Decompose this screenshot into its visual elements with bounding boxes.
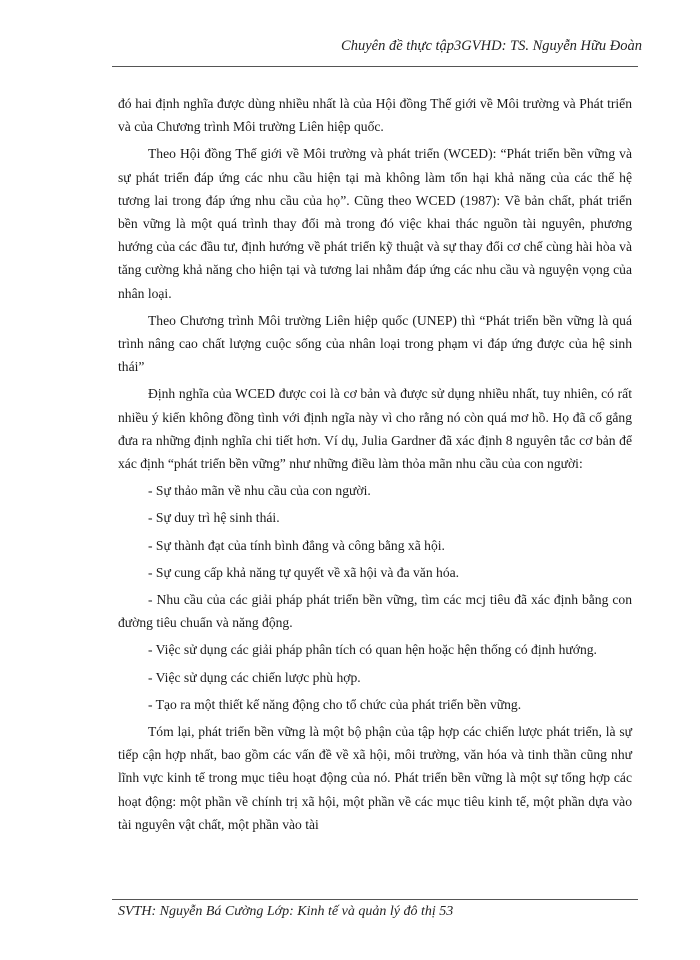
list-item: - Việc sử dụng các chiến lược phù hợp. xyxy=(148,669,361,685)
paragraph: Theo Hội đồng Thế giới về Môi trường và phát triển (WCED): “Phát triển bền vững và sự phát triển đáp ứng các nhu cầu hiện tại mà không làm tổn hại khả năng của các thế hệ tương lai trong đáp ứng nhu cầu của họ”. Cũng theo WCED (1987): Về bản chất, phát triển bền vững là một quá trình thay đổi mà trong đó việc khai thác nguồn tài nguyên, phương hướng của các đầu tư, định hướng về phát triển kỹ thuật và sự thay đổi cơ chế cùng hài hòa và tăng cường khả năng cho hiện tại và tương lai nhằm đáp ứng các nhu cầu và nguyện vọng của nhân loại. xyxy=(118,146,632,301)
list-item: - Sự thành đạt của tính bình đẳng và công bằng xã hội. xyxy=(148,537,445,553)
list-item: - Sự duy trì hệ sinh thái. xyxy=(148,510,280,526)
list-item: - Nhu cầu của các giải pháp phát triển bền vững, tìm các mcj tiêu đã xác định bằng con đường tiêu chuẩn và năng động. xyxy=(118,592,632,631)
page-footer: SVTH: Nguyễn Bá Cường Lớp: Kinh tế và quản lý đô thị 53 xyxy=(118,904,454,919)
header-divider xyxy=(112,66,638,67)
footer-divider xyxy=(112,899,638,900)
list-item: - Sự cung cấp khả năng tự quyết về xã hội và đa văn hóa. xyxy=(148,564,460,580)
paragraph: Định nghĩa của WCED được coi là cơ bản và được sử dụng nhiều nhất, tuy nhiên, có rất nhiều ý kiến không đồng tình với định ngĩa này vì cho rằng nó còn quá mơ hồ. Họ đã cố gắng đưa ra những định nghĩa chi tiết hơn. Ví dụ, Julia Gardner đã xác định 8 nguyên tắc cơ bản để xác định “phát triển bền vững” như những điều làm thỏa mãn nhu cầu của con người: xyxy=(118,386,632,472)
page-header: Chuyên đề thực tập3GVHD: TS. Nguyễn Hữu Đoàn xyxy=(341,38,642,54)
paragraph: Theo Chương trình Môi trường Liên hiệp quốc (UNEP) thì “Phát triển bền vững là quá trình nâng cao chất lượng cuộc sống của nhân loại trong phạm vi đáp ứng được của hệ sinh thái” xyxy=(118,312,632,375)
paragraph: đó hai định nghĩa được dùng nhiều nhất là của Hội đồng Thế giới về Môi trường và Phát triển và của Chương trình Môi trường Liên hiệp quốc. xyxy=(118,96,632,135)
list-item: - Sự thảo mãn về nhu cầu của con người. xyxy=(148,483,371,499)
list-item: - Việc sử dụng các giải pháp phân tích có quan hện hoặc hện thống có định hướng. xyxy=(148,642,597,658)
paragraph: Tóm lại, phát triển bền vững là một bộ phận của tập hợp các chiến lược phát triển, là sự tiếp cận hợp nhất, bao gồm các vấn đề về xã hội, môi trường, văn hóa và tinh thần cũng như lĩnh vực kinh tế trong mục tiêu hoạt động của nó. Phát triển bền vững là một sự tổng hợp các hoạt động: một phần về chính trị xã hội, một phần về các mục tiêu kinh tế, một phần dựa vào tài nguyên vật chất, một phần vào tài xyxy=(118,724,632,832)
list-item: - Tạo ra một thiết kế năng động cho tổ chức của phát triển bền vững. xyxy=(148,696,522,712)
document-body xyxy=(118,92,632,840)
